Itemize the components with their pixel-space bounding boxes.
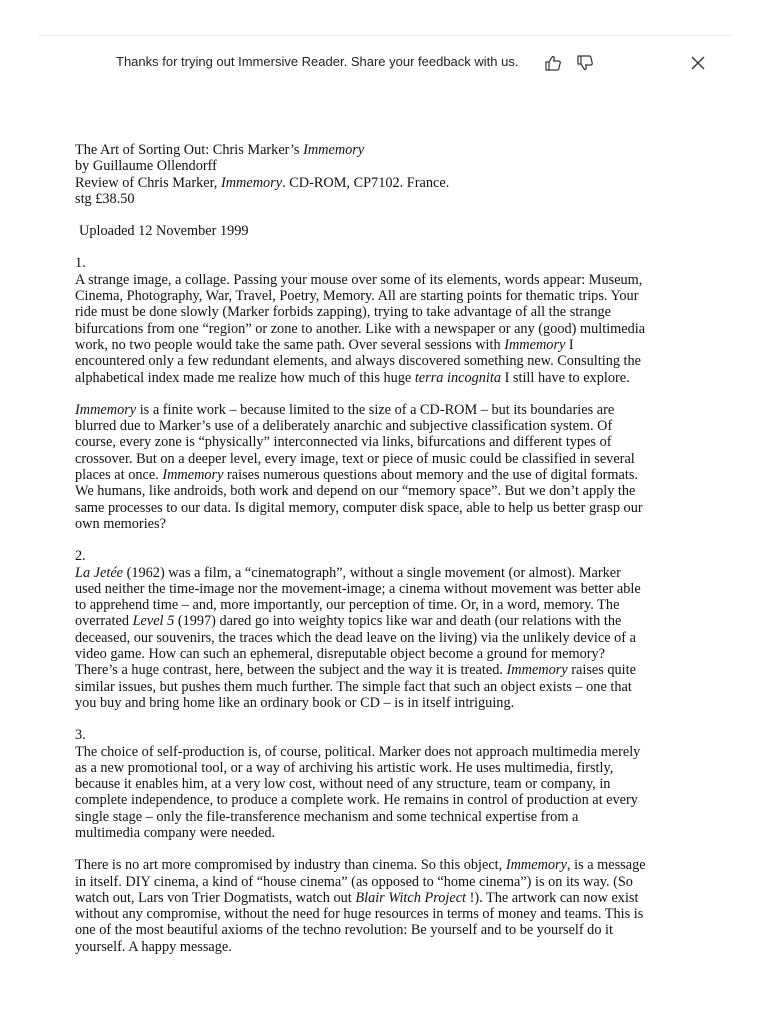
paragraph: There is no art more compromised by industry than cinema. So this object, Immemory, is a message in itself. DIY cinema, a kind of “house cinema” (as opposed to “home cinema”) is on its way. (So watch out, Lars von Trier Dogmatists, watch out Blair Witch Project !). The artwork can now exist without any compromise, without the need for huge resources in terms of money and teams. This is one of the most beautiful axioms of the techno revolution: Be yourself and to be yourself do it yourself. A happy message. [75, 857, 646, 955]
section-number: 1. [75, 255, 86, 272]
byline: by Guillaume Ollendorff [75, 158, 217, 175]
thumbs-up-icon[interactable] [543, 53, 563, 73]
article-title: The Art of Sorting Out: Chris Marker’s Immemory [75, 142, 365, 158]
feedback-message: Thanks for trying out Immersive Reader. Share your feedback with us. [116, 54, 519, 69]
upload-date: Uploaded 12 November 1999 [79, 223, 249, 240]
paragraph: A strange image, a collage. Passing your mouse over some of its elements, words appear: Museum, Cinema, Photography, War, Travel, Poetry, Memory. All are starting points for thematic trips. Your ride must be done slowly (Marker forbids zapping), trying to take advantage of all the strange bifurcations from one “region” or zone to another. Like with a newspaper or any (good) multimedia work, no two people would take the same path. Over several sessions with Immemory I encountered only a few redundant elements, and always discovered something new. Consulting the alphabetical index made me realize how much of this huge terra incognita I still have to explore. [75, 271, 646, 386]
close-icon[interactable] [688, 53, 708, 73]
section-number: 2. [75, 548, 86, 565]
paragraph: Immemory is a finite work – because limited to the size of a CD-ROM – but its boundaries are blurred due to Marker’s use of a deliberately anarchic and subjective classification system. Of course, every zone is “physically” interconnected via links, bifurcations and different types of crossover. But on a deeper level, every image, text or piece of music could be classified in several places at once. Immemory raises numerous questions about memory and the use of digital formats. We humans, like androids, both work and depend on our “memory space”. But we don’t apply the same processes to our data. Is digital memory, computer disk space, able to help us better grasp our own memories? [75, 401, 643, 532]
section-number: 3. [75, 727, 86, 744]
article-body [75, 142, 700, 955]
thumbs-down-icon[interactable] [575, 53, 595, 73]
top-divider [38, 35, 732, 36]
paragraph: La Jetée (1962) was a film, a “cinematograph”, without a single movement (or almost). Marker used neither the time-image nor the movement-image; a cinema without movement was better able to apprehend time – and, more importantly, our perception of time. Or, in a word, memory. The overrated Level 5 (1997) dared go into weighty topics like war and death (our relations with the deceased, our souvenirs, the traces which the dead leave on the living) via the unlikely device of a video game. How can such an ephemeral, disreputable object become a ground for memory? There’s a huge contrast, here, between the subject and the way it is treated. Immemory raises quite similar issues, but pushes them much further. The simple fact that such an object exists – one that you buy and bring home like an ordinary book or CD – is in itself intriguing. [75, 564, 641, 711]
price: stg £38.50 [75, 190, 135, 207]
review-line: Review of Chris Marker, Immemory. CD-ROM, CP7102. France. [75, 174, 450, 191]
paragraph: The choice of self-production is, of course, political. Marker does not approach multimedia merely as a new promotional tool, or a way of archiving his artistic work. He uses multimedia, firstly, because it enables him, at a very low cost, without need of any structure, team or company, in complete independence, to produce a complete work. He remains in control of production at every single stage – only the file-transference mechanism and some technical expertise from a multimedia company were needed. [75, 743, 641, 841]
